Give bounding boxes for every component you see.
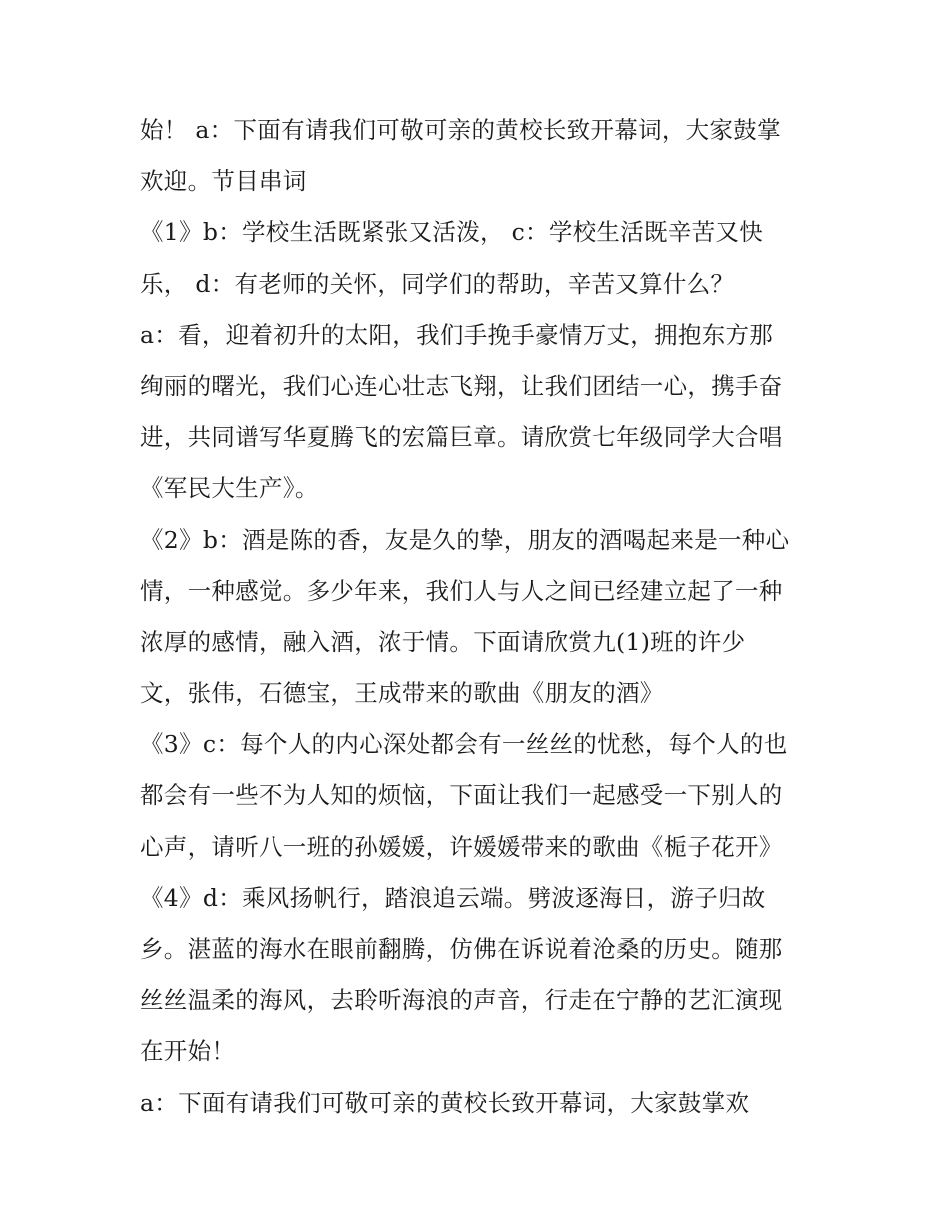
text-line: 情，一种感觉。多少年来，我们人与人之间已经建立起了一种 bbox=[140, 576, 783, 605]
text-line: 始！ a：下面有请我们可敬可亲的黄校长致开幕词，大家鼓掌 bbox=[140, 116, 781, 144]
text-line: 欢迎。节目串词 bbox=[140, 167, 307, 196]
text-line: 进，共同谱写华夏腾飞的宏篇巨章。请欣赏七年级同学大合唱 bbox=[140, 423, 783, 452]
text-line: 心声，请听八一班的孙媛媛，许媛媛带来的歌曲《栀子花开》 bbox=[140, 832, 783, 861]
text-line: 《4》d：乘风扬帆行，踏浪追云端。劈波逐海日，游子归故 bbox=[140, 883, 766, 912]
text-line: 绚丽的曙光，我们心连心壮志飞翔，让我们团结一心，携手奋 bbox=[140, 371, 783, 400]
text-line: 乡。湛蓝的海水在眼前翻腾，仿佛在诉说着沧桑的历史。随那 bbox=[140, 935, 783, 963]
text-line: 在开始！ bbox=[140, 1037, 236, 1066]
text-line: 《2》b：酒是陈的香，友是久的挚，朋友的酒喝起来是一种心 bbox=[140, 525, 790, 554]
text-line: 《军民大生产》。 bbox=[140, 474, 319, 503]
text-line: 丝丝温柔的海风，去聆听海浪的声音，行走在宁静的艺汇演现 bbox=[140, 986, 783, 1015]
text-line: 文，张伟，石德宝，王成带来的歌曲《朋友的酒》 bbox=[140, 679, 664, 708]
document-body bbox=[140, 105, 820, 1129]
text-line: 都会有一些不为人知的烦恼，下面让我们一起感受一下别人的 bbox=[140, 781, 783, 810]
text-line: a：下面有请我们可敬可亲的黄校长致开幕词，大家鼓掌欢 bbox=[140, 1088, 750, 1117]
text-line: 《1》b：学校生活既紧张又活泼， c：学校生活既辛苦又快 bbox=[140, 218, 764, 247]
text-line: a：看，迎着初升的太阳，我们手挽手豪情万丈，拥抱东方那 bbox=[140, 320, 774, 349]
text-line: 浓厚的感情，融入酒，浓于情。下面请欣赏九(1)班的许少 bbox=[140, 627, 746, 656]
text-line: 乐， d：有老师的关怀，同学们的帮助，辛苦又算什么？ bbox=[140, 269, 735, 298]
text-line: 《3》c：每个人的内心深处都会有一丝丝的忧愁，每个人的也 bbox=[140, 730, 788, 759]
